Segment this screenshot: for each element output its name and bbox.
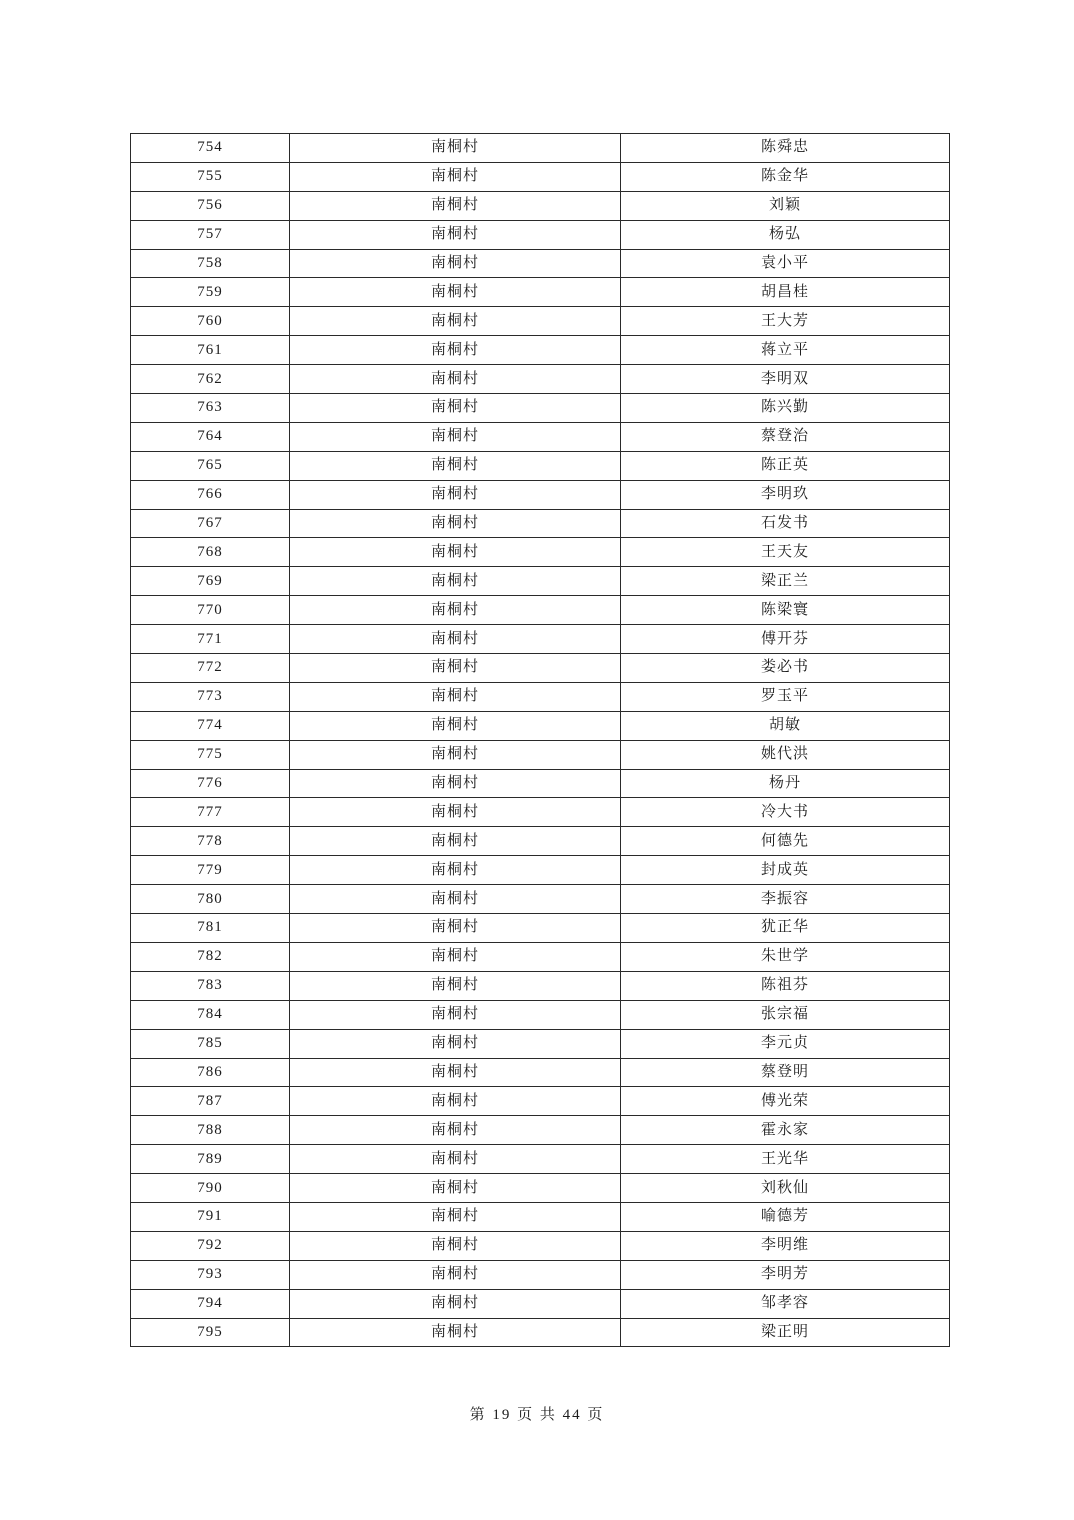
row-number-cell: 767 <box>131 509 290 538</box>
row-number-cell: 793 <box>131 1260 290 1289</box>
village-cell: 南桐村 <box>290 942 621 971</box>
table-row <box>131 191 950 220</box>
village-cell: 南桐村 <box>290 1000 621 1029</box>
name-cell: 刘秋仙 <box>621 1174 950 1203</box>
name-cell: 陈舜忠 <box>621 134 950 163</box>
name-cell: 梁正兰 <box>621 567 950 596</box>
village-cell: 南桐村 <box>290 162 621 191</box>
table-row <box>131 769 950 798</box>
table-row <box>131 249 950 278</box>
name-cell: 傅光荣 <box>621 1087 950 1116</box>
name-cell: 蔡登治 <box>621 422 950 451</box>
village-cell: 南桐村 <box>290 307 621 336</box>
row-number-cell: 777 <box>131 798 290 827</box>
village-cell: 南桐村 <box>290 1087 621 1116</box>
name-cell: 李明维 <box>621 1231 950 1260</box>
table-row <box>131 798 950 827</box>
table-row <box>131 1058 950 1087</box>
name-cell: 陈梁寰 <box>621 596 950 625</box>
row-number-cell: 781 <box>131 914 290 943</box>
name-cell: 梁正明 <box>621 1318 950 1347</box>
village-cell: 南桐村 <box>290 1145 621 1174</box>
row-number-cell: 769 <box>131 567 290 596</box>
table-row <box>131 971 950 1000</box>
village-cell: 南桐村 <box>290 856 621 885</box>
village-cell: 南桐村 <box>290 336 621 365</box>
village-cell: 南桐村 <box>290 451 621 480</box>
name-cell: 娄必书 <box>621 654 950 683</box>
village-cell: 南桐村 <box>290 625 621 654</box>
table-row <box>131 740 950 769</box>
row-number-cell: 755 <box>131 162 290 191</box>
table-row <box>131 914 950 943</box>
village-cell: 南桐村 <box>290 249 621 278</box>
village-cell: 南桐村 <box>290 1260 621 1289</box>
village-cell: 南桐村 <box>290 134 621 163</box>
name-cell: 罗玉平 <box>621 682 950 711</box>
village-cell: 南桐村 <box>290 422 621 451</box>
table-row <box>131 1029 950 1058</box>
table-row <box>131 1000 950 1029</box>
table-row <box>131 538 950 567</box>
table-row <box>131 567 950 596</box>
row-number-cell: 788 <box>131 1116 290 1145</box>
name-cell: 傅开芬 <box>621 625 950 654</box>
row-number-cell: 759 <box>131 278 290 307</box>
village-cell: 南桐村 <box>290 798 621 827</box>
village-cell: 南桐村 <box>290 1174 621 1203</box>
row-number-cell: 776 <box>131 769 290 798</box>
page-footer: 第 19 页 共 44 页 <box>469 1407 605 1423</box>
table-row <box>131 1116 950 1145</box>
name-cell: 胡敏 <box>621 711 950 740</box>
name-cell: 李振容 <box>621 885 950 914</box>
name-cell: 霍永家 <box>621 1116 950 1145</box>
table-row <box>131 1318 950 1347</box>
row-number-cell: 761 <box>131 336 290 365</box>
table-row <box>131 278 950 307</box>
name-cell: 王天友 <box>621 538 950 567</box>
name-cell: 王大芳 <box>621 307 950 336</box>
table-row <box>131 885 950 914</box>
table-row <box>131 134 950 163</box>
name-cell: 石发书 <box>621 509 950 538</box>
village-cell: 南桐村 <box>290 827 621 856</box>
name-cell: 邹孝容 <box>621 1289 950 1318</box>
row-number-cell: 786 <box>131 1058 290 1087</box>
name-cell: 杨弘 <box>621 220 950 249</box>
name-cell: 李明玖 <box>621 480 950 509</box>
row-number-cell: 763 <box>131 394 290 423</box>
roster-table <box>130 133 950 1347</box>
table-row <box>131 827 950 856</box>
village-cell: 南桐村 <box>290 1318 621 1347</box>
village-cell: 南桐村 <box>290 654 621 683</box>
table-row <box>131 1289 950 1318</box>
row-number-cell: 766 <box>131 480 290 509</box>
table-row <box>131 365 950 394</box>
name-cell: 李明双 <box>621 365 950 394</box>
village-cell: 南桐村 <box>290 567 621 596</box>
table-row <box>131 596 950 625</box>
row-number-cell: 757 <box>131 220 290 249</box>
row-number-cell: 770 <box>131 596 290 625</box>
village-cell: 南桐村 <box>290 1116 621 1145</box>
table-row <box>131 1202 950 1231</box>
name-cell: 封成英 <box>621 856 950 885</box>
name-cell: 姚代洪 <box>621 740 950 769</box>
row-number-cell: 762 <box>131 365 290 394</box>
table-row <box>131 856 950 885</box>
table-row <box>131 480 950 509</box>
name-cell: 冷大书 <box>621 798 950 827</box>
village-cell: 南桐村 <box>290 365 621 394</box>
village-cell: 南桐村 <box>290 1029 621 1058</box>
row-number-cell: 792 <box>131 1231 290 1260</box>
table-row <box>131 682 950 711</box>
row-number-cell: 775 <box>131 740 290 769</box>
name-cell: 陈金华 <box>621 162 950 191</box>
village-cell: 南桐村 <box>290 1202 621 1231</box>
table-row <box>131 220 950 249</box>
row-number-cell: 794 <box>131 1289 290 1318</box>
village-cell: 南桐村 <box>290 220 621 249</box>
row-number-cell: 780 <box>131 885 290 914</box>
name-cell: 李明芳 <box>621 1260 950 1289</box>
roster-table-body <box>131 134 950 1347</box>
row-number-cell: 768 <box>131 538 290 567</box>
name-cell: 喻德芳 <box>621 1202 950 1231</box>
table-row <box>131 422 950 451</box>
name-cell: 杨丹 <box>621 769 950 798</box>
name-cell: 犹正华 <box>621 914 950 943</box>
row-number-cell: 771 <box>131 625 290 654</box>
village-cell: 南桐村 <box>290 1289 621 1318</box>
name-cell: 蔡登明 <box>621 1058 950 1087</box>
village-cell: 南桐村 <box>290 1231 621 1260</box>
table-row <box>131 162 950 191</box>
village-cell: 南桐村 <box>290 509 621 538</box>
village-cell: 南桐村 <box>290 885 621 914</box>
village-cell: 南桐村 <box>290 769 621 798</box>
table-row <box>131 336 950 365</box>
table-row <box>131 942 950 971</box>
row-number-cell: 779 <box>131 856 290 885</box>
name-cell: 袁小平 <box>621 249 950 278</box>
village-cell: 南桐村 <box>290 538 621 567</box>
village-cell: 南桐村 <box>290 682 621 711</box>
row-number-cell: 782 <box>131 942 290 971</box>
row-number-cell: 772 <box>131 654 290 683</box>
row-number-cell: 754 <box>131 134 290 163</box>
village-cell: 南桐村 <box>290 740 621 769</box>
village-cell: 南桐村 <box>290 394 621 423</box>
table-row <box>131 451 950 480</box>
row-number-cell: 791 <box>131 1202 290 1231</box>
name-cell: 王光华 <box>621 1145 950 1174</box>
row-number-cell: 778 <box>131 827 290 856</box>
table-row <box>131 1260 950 1289</box>
row-number-cell: 795 <box>131 1318 290 1347</box>
name-cell: 李元贞 <box>621 1029 950 1058</box>
row-number-cell: 764 <box>131 422 290 451</box>
row-number-cell: 774 <box>131 711 290 740</box>
village-cell: 南桐村 <box>290 480 621 509</box>
row-number-cell: 784 <box>131 1000 290 1029</box>
table-row <box>131 307 950 336</box>
row-number-cell: 787 <box>131 1087 290 1116</box>
row-number-cell: 783 <box>131 971 290 1000</box>
name-cell: 蒋立平 <box>621 336 950 365</box>
name-cell: 陈兴勤 <box>621 394 950 423</box>
village-cell: 南桐村 <box>290 914 621 943</box>
row-number-cell: 760 <box>131 307 290 336</box>
name-cell: 朱世学 <box>621 942 950 971</box>
table-row <box>131 1174 950 1203</box>
village-cell: 南桐村 <box>290 711 621 740</box>
table-row <box>131 654 950 683</box>
village-cell: 南桐村 <box>290 278 621 307</box>
row-number-cell: 765 <box>131 451 290 480</box>
name-cell: 刘颖 <box>621 191 950 220</box>
name-cell: 何德先 <box>621 827 950 856</box>
table-row <box>131 711 950 740</box>
name-cell: 胡昌桂 <box>621 278 950 307</box>
row-number-cell: 789 <box>131 1145 290 1174</box>
name-cell: 张宗福 <box>621 1000 950 1029</box>
village-cell: 南桐村 <box>290 1058 621 1087</box>
row-number-cell: 785 <box>131 1029 290 1058</box>
village-cell: 南桐村 <box>290 191 621 220</box>
village-cell: 南桐村 <box>290 596 621 625</box>
table-row <box>131 509 950 538</box>
row-number-cell: 756 <box>131 191 290 220</box>
table-row <box>131 1145 950 1174</box>
table-row <box>131 1231 950 1260</box>
name-cell: 陈正英 <box>621 451 950 480</box>
name-cell: 陈祖芬 <box>621 971 950 1000</box>
row-number-cell: 758 <box>131 249 290 278</box>
village-cell: 南桐村 <box>290 971 621 1000</box>
row-number-cell: 773 <box>131 682 290 711</box>
table-row <box>131 1087 950 1116</box>
row-number-cell: 790 <box>131 1174 290 1203</box>
table-row <box>131 625 950 654</box>
table-row <box>131 394 950 423</box>
